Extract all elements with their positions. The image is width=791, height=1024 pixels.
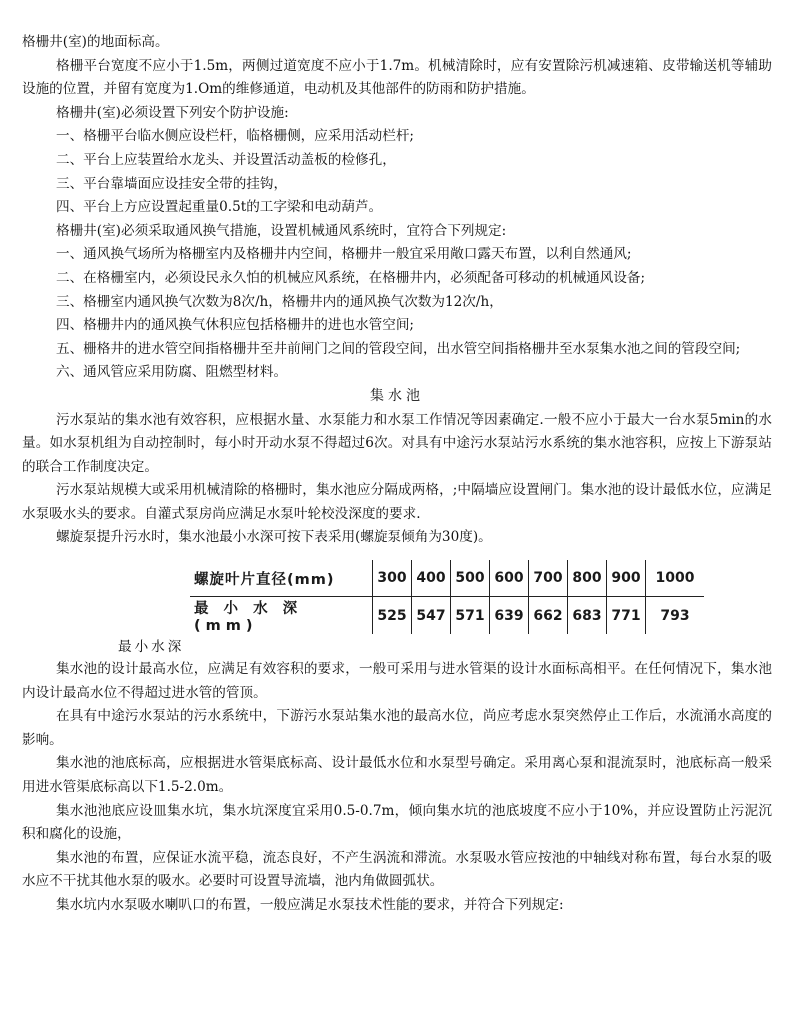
section-grille-well <box>22 31 772 385</box>
min-depth-table <box>190 560 704 634</box>
paragraph: 格栅井(室)必须设置下列安个防护设施: <box>56 104 289 121</box>
table-cell: 500 <box>451 560 490 597</box>
list-item: 四、格栅井内的通风换气休积应包括格栅井的进也水管空间; <box>56 317 415 334</box>
paragraph: 集水坑内水泵吸水喇叭口的布置，一般应满足水泵技术性能的要求，并符合下列规定: <box>56 897 564 913</box>
table-row <box>190 597 704 635</box>
list-item: 一、格栅平台临水侧应设栏杆，临格栅侧，应采用活动栏杆; <box>56 128 415 145</box>
table-cell: 400 <box>412 560 451 597</box>
list-item: 六、通风管应采用防腐、阻燃型材料。 <box>56 364 288 381</box>
row-header-diameter: 螺旋叶片直径(mm) <box>190 560 373 597</box>
list-item: 一、通风换气场所为格栅室内及格栅井内空间，格栅井一般宜采用敞口露天布置，以利自然通风; <box>56 246 632 263</box>
table-cell: 600 <box>490 560 529 597</box>
paragraph: 集水池池底应设皿集水坑，集水坑深度宜采用0.5-0.7m，倾向集水坑的池底坡度不应小于10%，并应设置防止污泥沉积和腐化的设施， <box>22 802 772 843</box>
table-cell: 662 <box>529 597 568 635</box>
list-item: 五、栅格井的进水管空间指格栅井至井前闸门之间的管段空间，出水管空间指格栅井至水泵集水池之间的管段空间; <box>56 340 741 357</box>
paragraph: 污水泵站规模大或采用机械清除的格栅时，集水池应分隔成两格，;中隔墙应设置闸门。集水池的设计最低水位，应满足水泵吸水头的要求。自灌式泵房尚应满足水泵叶轮校没深度的要求. <box>22 482 772 522</box>
list-item: 四、平台上方应设置起重量0.5t的工字梁和电动葫芦。 <box>56 199 383 216</box>
list-item: 二、在格栅室内，必须设民永久怕的机械应风系统，在格栅井内，必须配备可移动的机械通风设备; <box>56 269 646 286</box>
paragraph: 集水池的池底标高，应根据进水管渠底标高、设计最低水位和水泵型号确定。采用离心泵和混流泵时，池底标高一般采用进水管渠底标高以下1.5-2.0m。 <box>22 755 772 796</box>
paragraph: 格栅平台宽度不应小于1.5m，两侧过道宽度不应小于1.7m。机械清除时，应有安置除污机减速箱、皮带输送机等辅助设施的位置，并留有宽度为1.Om的维修通道，电动机及其他部件的防雨和防护措施。 <box>22 57 772 98</box>
depth-table-wrapper <box>190 560 735 634</box>
list-item: 三、格栅室内通风换气次数为8次/h，格栅井内的通风换气次数为12次/h， <box>56 293 503 310</box>
table-cell: 525 <box>373 597 412 635</box>
row-header-depth: 最 小 水 深 (mm) <box>194 601 303 635</box>
paragraph: 格栅井(室)的地面标高。 <box>22 34 169 50</box>
table-cell: 793 <box>646 597 705 635</box>
table-cell: 571 <box>451 597 490 635</box>
table-cell: 700 <box>529 560 568 597</box>
section-sump <box>22 409 772 551</box>
section-heading: 集水池 <box>370 387 424 404</box>
document-page <box>22 31 772 918</box>
paragraph: 集水池的设计最高水位，应满足有效容积的要求，一般可采用与进水管渠的设计水面标高相平。在任何情况下，集水池内设计最高水位不得超过进水管的管顶。 <box>22 661 772 701</box>
paragraph: 污水泵站的集水池有效容积，应根据水量、水泵能力和水泵工作情况等因素确定.一般不应小于最大一台水泵5min的水量。如水泵机组为自动控制时，每小时开动水泵不得超过6次。对具有中途污水泵站污水系统的集水池容积，应按上下游泵站的联合工作制度决定。 <box>22 411 772 475</box>
list-item: 三、平台靠墙面应设挂安全带的挂钩， <box>56 175 288 192</box>
paragraph: 集水池的布置，应保证水流平稳，流态良好，不产生涡流和滞流。水泵吸水管应按池的中轴线对称布置，每台水泵的吸水应不干扰其他水泵的吸水。必要时可设置导流墙，池内角做圆弧状。 <box>22 849 772 890</box>
section-sump-continued <box>22 658 772 918</box>
table-cell: 300 <box>373 560 412 597</box>
table-cell: 639 <box>490 597 529 635</box>
table-cell: 800 <box>568 560 607 597</box>
table-cell: 900 <box>607 560 646 597</box>
table-cell: 771 <box>607 597 646 635</box>
list-item: 二、平台上应装置给水龙头、并设置活动盖板的检修孔， <box>56 151 396 168</box>
table-row <box>190 560 704 597</box>
paragraph: 在具有中途污水泵站的污水系统中，下游污水泵站集水池的最高水位，尚应考虑水泵突然停止工作后，水流涌水高度的影响。 <box>22 708 772 748</box>
table-cell: 683 <box>568 597 607 635</box>
paragraph: 格栅井(室)必须采取通风换气措施，设置机械通风系统时，宜符合下列规定: <box>56 222 507 239</box>
table-cell: 547 <box>412 597 451 635</box>
table-cell: 1000 <box>646 560 705 597</box>
table-caption: 最小水深 <box>118 639 185 656</box>
paragraph: 螺旋泵提升污水时，集水池最小水深可按下表采用(螺旋泵倾角为30度)。 <box>56 529 492 546</box>
